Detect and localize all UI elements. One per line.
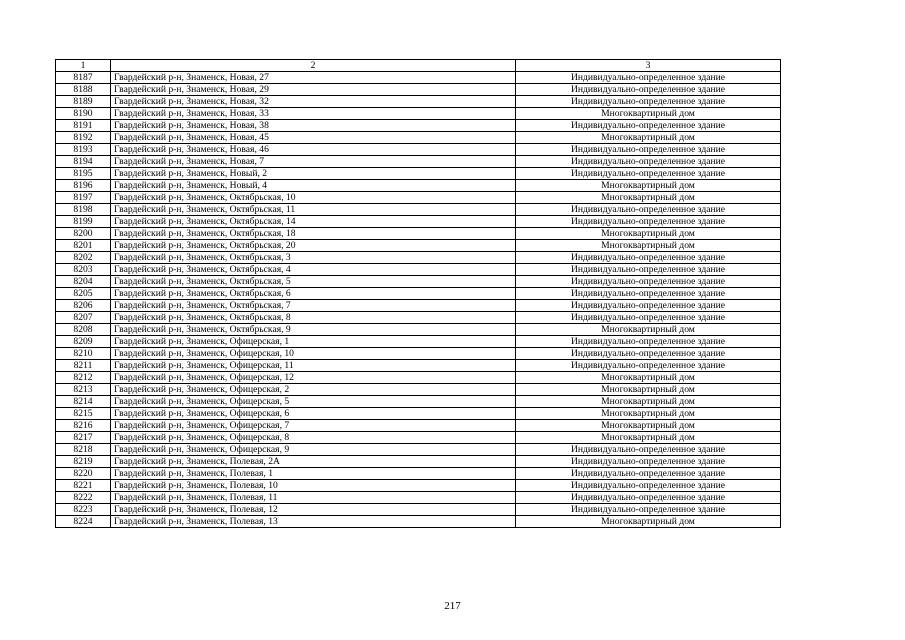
row-number-cell: 8193 xyxy=(56,144,111,156)
table-row xyxy=(56,192,781,204)
table-row xyxy=(56,180,781,192)
row-type-cell: Индивидуально-определенное здание xyxy=(516,504,781,516)
table-row xyxy=(56,360,781,372)
row-address-cell: Гвардейский р-н, Знаменск, Октябрьская, 11 xyxy=(111,204,516,216)
header-cell-type: 3 xyxy=(516,60,781,72)
row-number-cell: 8191 xyxy=(56,120,111,132)
row-type-cell: Индивидуально-определенное здание xyxy=(516,204,781,216)
row-number-cell: 8214 xyxy=(56,396,111,408)
table-row xyxy=(56,72,781,84)
row-number-cell: 8207 xyxy=(56,312,111,324)
row-number-cell: 8194 xyxy=(56,156,111,168)
row-address-cell: Гвардейский р-н, Знаменск, Офицерская, 1 xyxy=(111,336,516,348)
row-address-cell: Гвардейский р-н, Знаменск, Новая, 45 xyxy=(111,132,516,144)
row-address-cell: Гвардейский р-н, Знаменск, Новая, 33 xyxy=(111,108,516,120)
row-address-cell: Гвардейский р-н, Знаменск, Октябрьская, 10 xyxy=(111,192,516,204)
row-address-cell: Гвардейский р-н, Знаменск, Офицерская, 6 xyxy=(111,408,516,420)
row-address-cell: Гвардейский р-н, Знаменск, Офицерская, 7 xyxy=(111,420,516,432)
row-address-cell: Гвардейский р-н, Знаменск, Октябрьская, 4 xyxy=(111,264,516,276)
row-type-cell: Многоквартирный дом xyxy=(516,132,781,144)
row-number-cell: 8211 xyxy=(56,360,111,372)
row-address-cell: Гвардейский р-н, Знаменск, Офицерская, 12 xyxy=(111,372,516,384)
row-type-cell: Индивидуально-определенное здание xyxy=(516,348,781,360)
table-row xyxy=(56,96,781,108)
header-cell-address: 2 xyxy=(111,60,516,72)
table-row xyxy=(56,168,781,180)
table-row xyxy=(56,156,781,168)
row-address-cell: Гвардейский р-н, Знаменск, Полевая, 13 xyxy=(111,516,516,528)
row-type-cell: Многоквартирный дом xyxy=(516,108,781,120)
row-type-cell: Индивидуально-определенное здание xyxy=(516,144,781,156)
row-type-cell: Многоквартирный дом xyxy=(516,324,781,336)
row-address-cell: Гвардейский р-н, Знаменск, Октябрьская, 6 xyxy=(111,288,516,300)
row-type-cell: Многоквартирный дом xyxy=(516,228,781,240)
row-type-cell: Индивидуально-определенное здание xyxy=(516,480,781,492)
row-type-cell: Индивидуально-определенное здание xyxy=(516,168,781,180)
table-row xyxy=(56,276,781,288)
row-type-cell: Индивидуально-определенное здание xyxy=(516,456,781,468)
row-type-cell: Многоквартирный дом xyxy=(516,396,781,408)
table-row xyxy=(56,120,781,132)
table-row xyxy=(56,108,781,120)
table-row xyxy=(56,492,781,504)
row-address-cell: Гвардейский р-н, Знаменск, Октябрьская, 9 xyxy=(111,324,516,336)
table-row xyxy=(56,504,781,516)
row-type-cell: Многоквартирный дом xyxy=(516,192,781,204)
table-row xyxy=(56,336,781,348)
row-type-cell: Многоквартирный дом xyxy=(516,180,781,192)
table-row xyxy=(56,228,781,240)
table-row xyxy=(56,456,781,468)
row-address-cell: Гвардейский р-н, Знаменск, Октябрьская, 7 xyxy=(111,300,516,312)
row-number-cell: 8189 xyxy=(56,96,111,108)
row-type-cell: Многоквартирный дом xyxy=(516,384,781,396)
row-address-cell: Гвардейский р-н, Знаменск, Октябрьская, 20 xyxy=(111,240,516,252)
row-number-cell: 8202 xyxy=(56,252,111,264)
row-number-cell: 8216 xyxy=(56,420,111,432)
table-row xyxy=(56,312,781,324)
row-number-cell: 8219 xyxy=(56,456,111,468)
row-type-cell: Индивидуально-определенное здание xyxy=(516,120,781,132)
row-number-cell: 8197 xyxy=(56,192,111,204)
row-type-cell: Многоквартирный дом xyxy=(516,408,781,420)
table-row xyxy=(56,132,781,144)
row-number-cell: 8206 xyxy=(56,300,111,312)
row-type-cell: Индивидуально-определенное здание xyxy=(516,276,781,288)
row-type-cell: Индивидуально-определенное здание xyxy=(516,156,781,168)
row-address-cell: Гвардейский р-н, Знаменск, Октябрьская, 5 xyxy=(111,276,516,288)
row-number-cell: 8188 xyxy=(56,84,111,96)
table-row xyxy=(56,348,781,360)
table-row xyxy=(56,516,781,528)
row-address-cell: Гвардейский р-н, Знаменск, Полевая, 1 xyxy=(111,468,516,480)
row-address-cell: Гвардейский р-н, Знаменск, Полевая, 10 xyxy=(111,480,516,492)
row-address-cell: Гвардейский р-н, Знаменск, Октябрьская, 14 xyxy=(111,216,516,228)
row-type-cell: Индивидуально-определенное здание xyxy=(516,444,781,456)
row-number-cell: 8196 xyxy=(56,180,111,192)
row-type-cell: Индивидуально-определенное здание xyxy=(516,360,781,372)
row-number-cell: 8190 xyxy=(56,108,111,120)
row-address-cell: Гвардейский р-н, Знаменск, Октябрьская, 3 xyxy=(111,252,516,264)
row-number-cell: 8200 xyxy=(56,228,111,240)
row-address-cell: Гвардейский р-н, Знаменск, Полевая, 11 xyxy=(111,492,516,504)
row-address-cell: Гвардейский р-н, Знаменск, Полевая, 12 xyxy=(111,504,516,516)
table-header-row xyxy=(56,60,781,72)
row-type-cell: Многоквартирный дом xyxy=(516,516,781,528)
row-address-cell: Гвардейский р-н, Знаменск, Офицерская, 11 xyxy=(111,360,516,372)
row-number-cell: 8201 xyxy=(56,240,111,252)
row-number-cell: 8198 xyxy=(56,204,111,216)
row-address-cell: Гвардейский р-н, Знаменск, Офицерская, 5 xyxy=(111,396,516,408)
row-number-cell: 8205 xyxy=(56,288,111,300)
table-row xyxy=(56,396,781,408)
table-row xyxy=(56,468,781,480)
row-number-cell: 8208 xyxy=(56,324,111,336)
row-number-cell: 8223 xyxy=(56,504,111,516)
row-number-cell: 8213 xyxy=(56,384,111,396)
table-row xyxy=(56,240,781,252)
row-type-cell: Многоквартирный дом xyxy=(516,240,781,252)
row-number-cell: 8217 xyxy=(56,432,111,444)
row-address-cell: Гвардейский р-н, Знаменск, Офицерская, 10 xyxy=(111,348,516,360)
table-row xyxy=(56,432,781,444)
row-number-cell: 8222 xyxy=(56,492,111,504)
table-row xyxy=(56,408,781,420)
row-type-cell: Индивидуально-определенное здание xyxy=(516,84,781,96)
table-row xyxy=(56,444,781,456)
row-number-cell: 8203 xyxy=(56,264,111,276)
row-type-cell: Многоквартирный дом xyxy=(516,420,781,432)
row-number-cell: 8192 xyxy=(56,132,111,144)
table-row xyxy=(56,264,781,276)
row-type-cell: Индивидуально-определенное здание xyxy=(516,264,781,276)
row-address-cell: Гвардейский р-н, Знаменск, Новый, 4 xyxy=(111,180,516,192)
row-type-cell: Индивидуально-определенное здание xyxy=(516,468,781,480)
row-number-cell: 8215 xyxy=(56,408,111,420)
row-type-cell: Индивидуально-определенное здание xyxy=(516,492,781,504)
row-address-cell: Гвардейский р-н, Знаменск, Новая, 29 xyxy=(111,84,516,96)
row-type-cell: Индивидуально-определенное здание xyxy=(516,300,781,312)
row-number-cell: 8224 xyxy=(56,516,111,528)
row-number-cell: 8210 xyxy=(56,348,111,360)
row-number-cell: 8187 xyxy=(56,72,111,84)
table-row xyxy=(56,216,781,228)
row-type-cell: Индивидуально-определенное здание xyxy=(516,96,781,108)
table-row xyxy=(56,324,781,336)
row-number-cell: 8204 xyxy=(56,276,111,288)
row-type-cell: Многоквартирный дом xyxy=(516,372,781,384)
table-row xyxy=(56,372,781,384)
table-row xyxy=(56,384,781,396)
row-address-cell: Гвардейский р-н, Знаменск, Новая, 32 xyxy=(111,96,516,108)
row-number-cell: 8195 xyxy=(56,168,111,180)
row-address-cell: Гвардейский р-н, Знаменск, Новая, 38 xyxy=(111,120,516,132)
page-number: 217 xyxy=(444,600,461,612)
row-address-cell: Гвардейский р-н, Знаменск, Офицерская, 9 xyxy=(111,444,516,456)
table-row xyxy=(56,300,781,312)
row-address-cell: Гвардейский р-н, Знаменск, Офицерская, 8 xyxy=(111,432,516,444)
row-type-cell: Индивидуально-определенное здание xyxy=(516,252,781,264)
row-number-cell: 8212 xyxy=(56,372,111,384)
row-address-cell: Гвардейский р-н, Знаменск, Новая, 46 xyxy=(111,144,516,156)
registry-table xyxy=(55,59,781,528)
table-row xyxy=(56,84,781,96)
table-row xyxy=(56,480,781,492)
table-row xyxy=(56,288,781,300)
row-type-cell: Индивидуально-определенное здание xyxy=(516,312,781,324)
registry-table-body xyxy=(56,60,781,528)
row-number-cell: 8199 xyxy=(56,216,111,228)
header-cell-number: 1 xyxy=(56,60,111,72)
row-type-cell: Индивидуально-определенное здание xyxy=(516,336,781,348)
row-address-cell: Гвардейский р-н, Знаменск, Полевая, 2А xyxy=(111,456,516,468)
row-type-cell: Индивидуально-определенное здание xyxy=(516,216,781,228)
row-address-cell: Гвардейский р-н, Знаменск, Новый, 2 xyxy=(111,168,516,180)
row-type-cell: Индивидуально-определенное здание xyxy=(516,72,781,84)
table-row xyxy=(56,252,781,264)
row-address-cell: Гвардейский р-н, Знаменск, Октябрьская, 8 xyxy=(111,312,516,324)
row-address-cell: Гвардейский р-н, Знаменск, Офицерская, 2 xyxy=(111,384,516,396)
table-row xyxy=(56,144,781,156)
row-number-cell: 8218 xyxy=(56,444,111,456)
row-number-cell: 8209 xyxy=(56,336,111,348)
row-type-cell: Индивидуально-определенное здание xyxy=(516,288,781,300)
row-number-cell: 8221 xyxy=(56,480,111,492)
row-address-cell: Гвардейский р-н, Знаменск, Новая, 27 xyxy=(111,72,516,84)
row-number-cell: 8220 xyxy=(56,468,111,480)
table-row xyxy=(56,420,781,432)
row-address-cell: Гвардейский р-н, Знаменск, Октябрьская, 18 xyxy=(111,228,516,240)
table-row xyxy=(56,204,781,216)
row-address-cell: Гвардейский р-н, Знаменск, Новая, 7 xyxy=(111,156,516,168)
row-type-cell: Многоквартирный дом xyxy=(516,432,781,444)
